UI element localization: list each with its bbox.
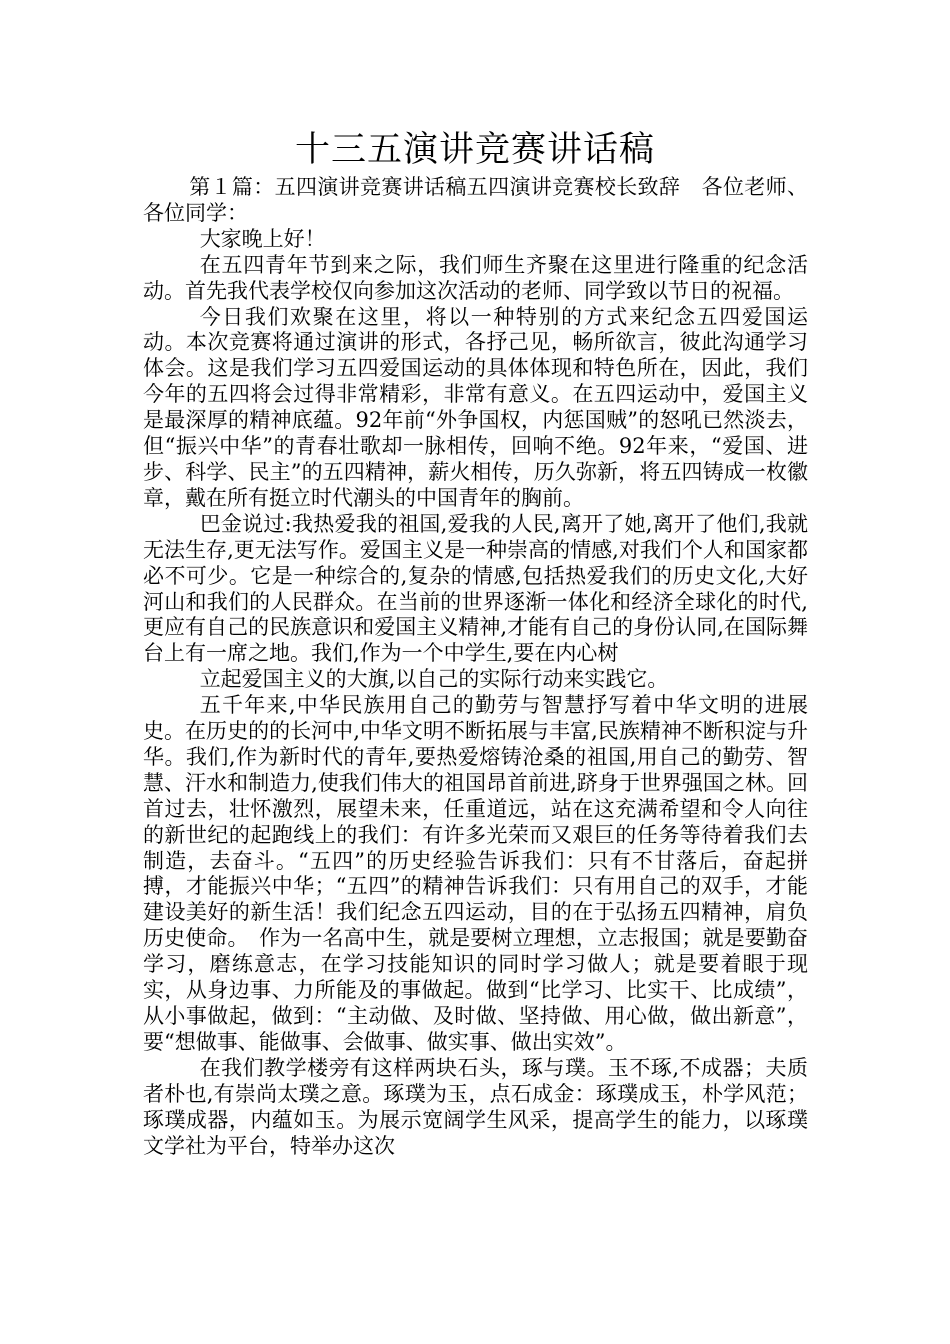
paragraph-greeting: 大家晚上好！ bbox=[199, 226, 326, 251]
paragraph: 今日我们欢聚在这里，将以一种特别的方式来纪念五四爱国运动。本次竞赛将通过演讲的形式，各抒己见，畅所欲言，彼此沟通学习体会。这是我们学习五四爱国运动的具体体现和特色所在，因此，我们今年的五四将会过得非常精彩，非常有意义。在五四运动中，爱国主义是最深厚的精神底蕴。92年前“外争国权，内惩国贼”的怒吼已然淡去，但“振兴中华”的青春壮歌却一脉相传，回响不绝。92年来，“爱国、进步、科学、民主”的五四精神，薪火相传，历久弥新，将五四铸成一枚徽章，戴在所有挺立时代潮头的中国青年的胸前。 bbox=[143, 304, 808, 510]
paragraph: 在我们教学楼旁有这样两块石头，琢与璞。玉不琢,不成器；夫质者朴也,有崇尚太璞之意。琢璞为玉，点石成金：琢璞成玉，朴学风范；琢璞成器，内蕴如玉。为展示宽阔学生风采，提高学生的能力，以琢璞文学社为平台，特举办这次 bbox=[143, 1055, 808, 1158]
paragraph: 在五四青年节到来之际，我们师生齐聚在这里进行隆重的纪念活动。首先我代表学校仅向参加这次活动的老师、同学致以节日的祝福。 bbox=[143, 252, 808, 303]
paragraph: 巴金说过:我热爱我的祖国,爱我的人民,离开了她,离开了他们,我就无法生存,更无法写作。爱国主义是一种崇高的情感,对我们个人和国家都必不可少。它是一种综合的,复杂的情感,包括热爱我们的历史文化,大好河山和我们的人民群众。在当前的世界逐渐一体化和经济全球化的时代,更应有自己的民族意识和爱国主义精神,才能有自己的身份认同,在国际舞台上有一席之地。我们,作为一个中学生,要在内心树 bbox=[143, 511, 808, 666]
paragraph: 立起爱国主义的大旗,以自己的实际行动来实践它。 bbox=[199, 667, 669, 692]
paragraph: 五千年来,中华民族用自己的勤劳与智慧抒写着中华文明的进展史。在历史的的长河中,中华文明不断拓展与丰富,民族精神不断积淀与升华。我们,作为新时代的青年,要热爱熔铸沧桑的祖国,用自己的勤劳、智慧、汗水和制造力,使我们伟大的祖国昂首前进,跻身于世界强国之林。回首过去，壮怀激烈，展望未来，任重道远，站在这充满希望和令人向往的新世纪的起跑线上的我们：有许多光荣而又艰巨的任务等待着我们去制造，去奋斗。“五四”的历史经验告诉我们：只有不甘落后，奋起拼搏，才能振兴中华；“五四”的精神告诉我们：只有用自己的双手，才能建设美好的新生活！我们纪念五四运动，目的在于弘扬五四精神，肩负历史使命。 作为一名高中生，就是要树立理想，立志报国；就是要勤奋学习，磨练意志，在学习技能知识的同时学习做人；就是要着眼于现实，从身边事、力所能及的事做起。做到“比学习、比实干、比成绩”，从小事做起，做到：“主动做、及时做、坚持做、用心做，做出新意”，要“想做事、能做事、会做事、做实事、做出实效”。 bbox=[143, 693, 808, 1054]
document-title: 十三五演讲竞赛讲话稿 bbox=[294, 130, 655, 170]
document-body bbox=[143, 175, 808, 1159]
paragraph-intro: 第１篇：五四演讲竞赛讲话稿五四演讲竞赛校长致辞 各位老师、各位同学： bbox=[143, 175, 808, 225]
